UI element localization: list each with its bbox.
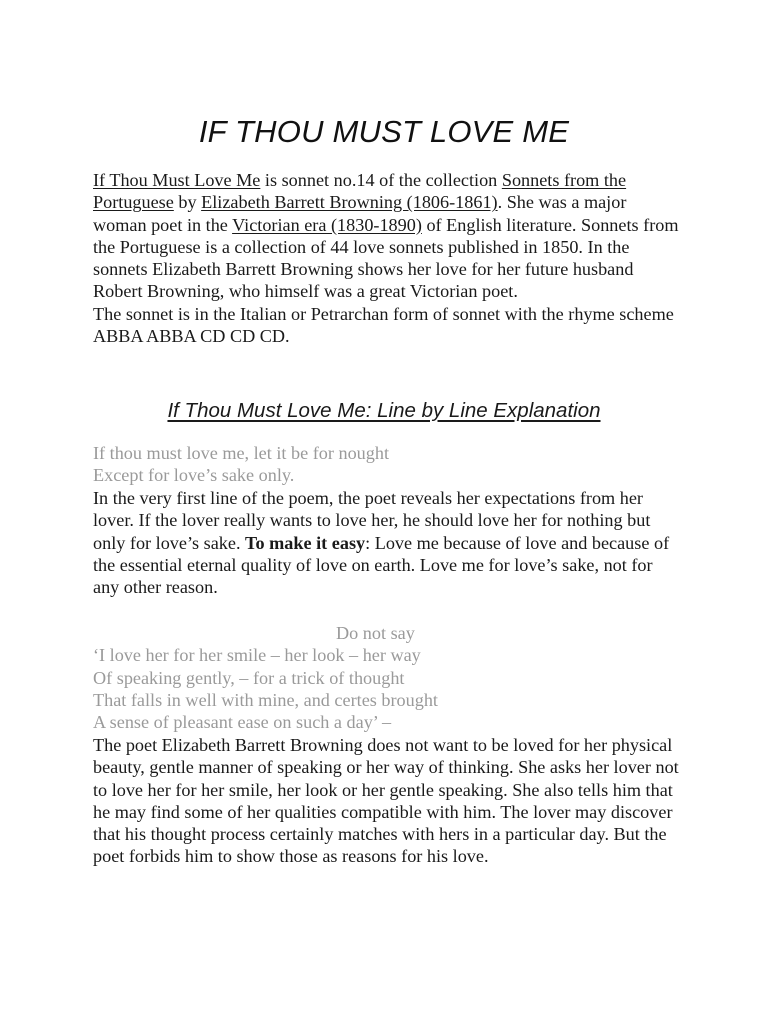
explanation-paragraph — [93, 487, 683, 598]
poem-line: ‘I love her for her smile – her look – her way — [93, 645, 421, 666]
poem-line: Of speaking gently, – for a trick of thought — [93, 667, 405, 688]
intro-text: is sonnet no.14 of the collection — [260, 170, 502, 190]
author-link[interactable]: Elizabeth Barrett Browning (1806-1861) — [201, 192, 498, 213]
poem-line: Except for love’s sake only. — [93, 465, 295, 486]
poem-line: Do not say — [336, 623, 415, 643]
section-heading — [0, 398, 768, 424]
poem-title-link[interactable]: If Thou Must Love Me — [93, 170, 261, 190]
poem-line: That falls in well with mine, and certes brought — [93, 689, 438, 710]
intro-text: by — [173, 192, 202, 213]
poem-quote-2 — [93, 622, 683, 733]
victorian-era-link[interactable]: Victorian era (1830-1890) — [232, 214, 422, 235]
collection-link[interactable]: Sonnets from the Portuguese — [93, 170, 627, 213]
intro-paragraph — [93, 169, 683, 303]
intro-text: of English literature. Sonnets from the Portuguese is a collection of 44 love sonnets published in 1850. In the sonnets Elizabeth Barrett Browning shows her love for her future husband Robert Browning, who himself was a great Victorian poet. — [93, 214, 679, 302]
explanation-emphasis: To make it easy — [245, 532, 366, 553]
explanation-paragraph: The poet Elizabeth Barrett Browning does not want to be loved for her physical beauty, gentle manner of speaking or her way of thinking. She asks her lover not to love her for her smile, her look or her gentle speaking. She also tells him that he may find some of her qualities compatible with him. The lover may discover that his thought process certainly matches with hers in a particular day. But the poet forbids him to show those as reasons for his love. — [93, 735, 679, 867]
explanation-text: In the very first line of the poem, the poet reveals her expectations from her lover. If the lover really wants to love her, he should love her for nothing but only for love’s sake. — [93, 488, 651, 553]
intro-text: . She was a major woman poet in the — [93, 192, 627, 235]
explanation-2 — [93, 734, 683, 868]
explanation-1 — [93, 487, 683, 598]
poem-line: A sense of pleasant ease on such a day’ – — [93, 712, 392, 733]
page-title: IF THOU MUST LOVE ME — [198, 114, 570, 149]
intro-section — [93, 169, 683, 347]
poem-line: If thou must love me, let it be for nought — [93, 443, 389, 463]
poem-quote-1 — [93, 442, 683, 487]
form-paragraph: The sonnet is in the Italian or Petrarchan form of sonnet with the rhyme scheme ABBA ABBA CD CD CD. — [93, 303, 674, 347]
explanation-text: : Love me because of love and because of the essential eternal quality of love on earth. Love me for love’s sake, not for any other reason. — [93, 532, 670, 598]
section-heading-text: If Thou Must Love Me: Line by Line Explanation — [167, 399, 601, 422]
